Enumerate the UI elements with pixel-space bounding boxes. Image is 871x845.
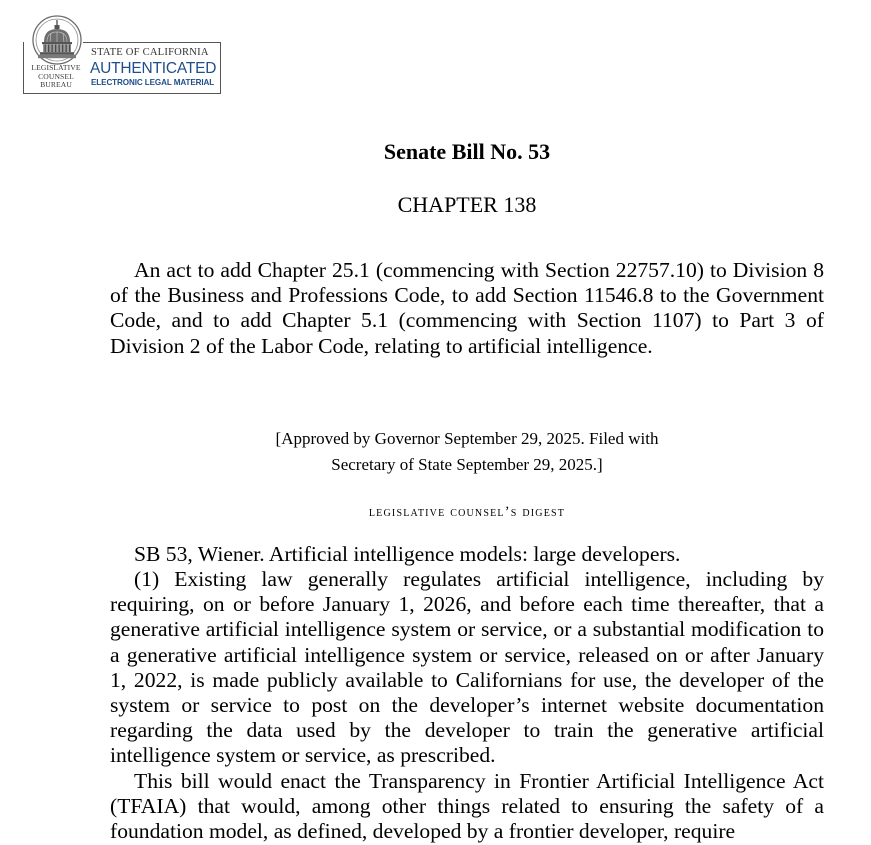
approval-note [0, 426, 871, 478]
authenticated-label: AUTHENTICATED [90, 60, 217, 77]
auth-box-divider [23, 93, 83, 94]
digest-heading: legislative counsel’s digest [368, 504, 566, 520]
digest-paragraph: (1) Existing law generally regulates artificial intelligence, including by requiring, on or before January 1, 2026, and before each time thereafter, that a generative artificial intelligence system or service, or a substantial modification to a generative artificial intelligence system or service, released on or after January 1, 2022, is made publicly available to Californians for use, the developer of the system or service to post on the developer’s internet website documentation regarding the data used by the developer to train the generative artificial intelligence system or service, as prescribed. [110, 567, 824, 768]
chapter-heading: CHAPTER 138 [397, 192, 537, 217]
authentication-seal [23, 14, 222, 95]
approval-line: Secretary of State September 29, 2025.] [331, 455, 603, 474]
digest-paragraph: This bill would enact the Transparency in Frontier Artificial Intelligence Act (TFAIA) that would, among other things related to ensuring the safety of a foundation model, as defined, developed by a frontier developer, require [110, 769, 824, 844]
state-label: STATE OF CALIFORNIA [91, 47, 209, 58]
auth-box-divider [23, 42, 24, 94]
act-description: An act to add Chapter 25.1 (commencing with Section 22757.10) to Division 8 of the Business and Professions Code, to add Section 11546.8 to the Government Code, and to add Chapter 5.1 (commencing with Section 1107) to Part 3 of Division 2 of the Labor Code, relating to artificial intelligence. [110, 258, 824, 358]
bill-title: Senate Bill No. 53 [383, 139, 551, 164]
seal-sublabel-line: COUNSEL [38, 71, 74, 81]
seal-sublabel-line: LEGISLATIVE [31, 63, 81, 72]
seal-sublabel [23, 64, 89, 90]
electronic-material-label: ELECTRONIC LEGAL MATERIAL [91, 78, 215, 87]
capitol-dome-icon [29, 14, 85, 68]
approval-line: [Approved by Governor September 29, 2025. Filed with [275, 429, 659, 448]
digest-summary: SB 53, Wiener. Artificial intelligence models: large developers. [134, 542, 681, 566]
seal-sublabel-line: BUREAU [40, 80, 72, 90]
